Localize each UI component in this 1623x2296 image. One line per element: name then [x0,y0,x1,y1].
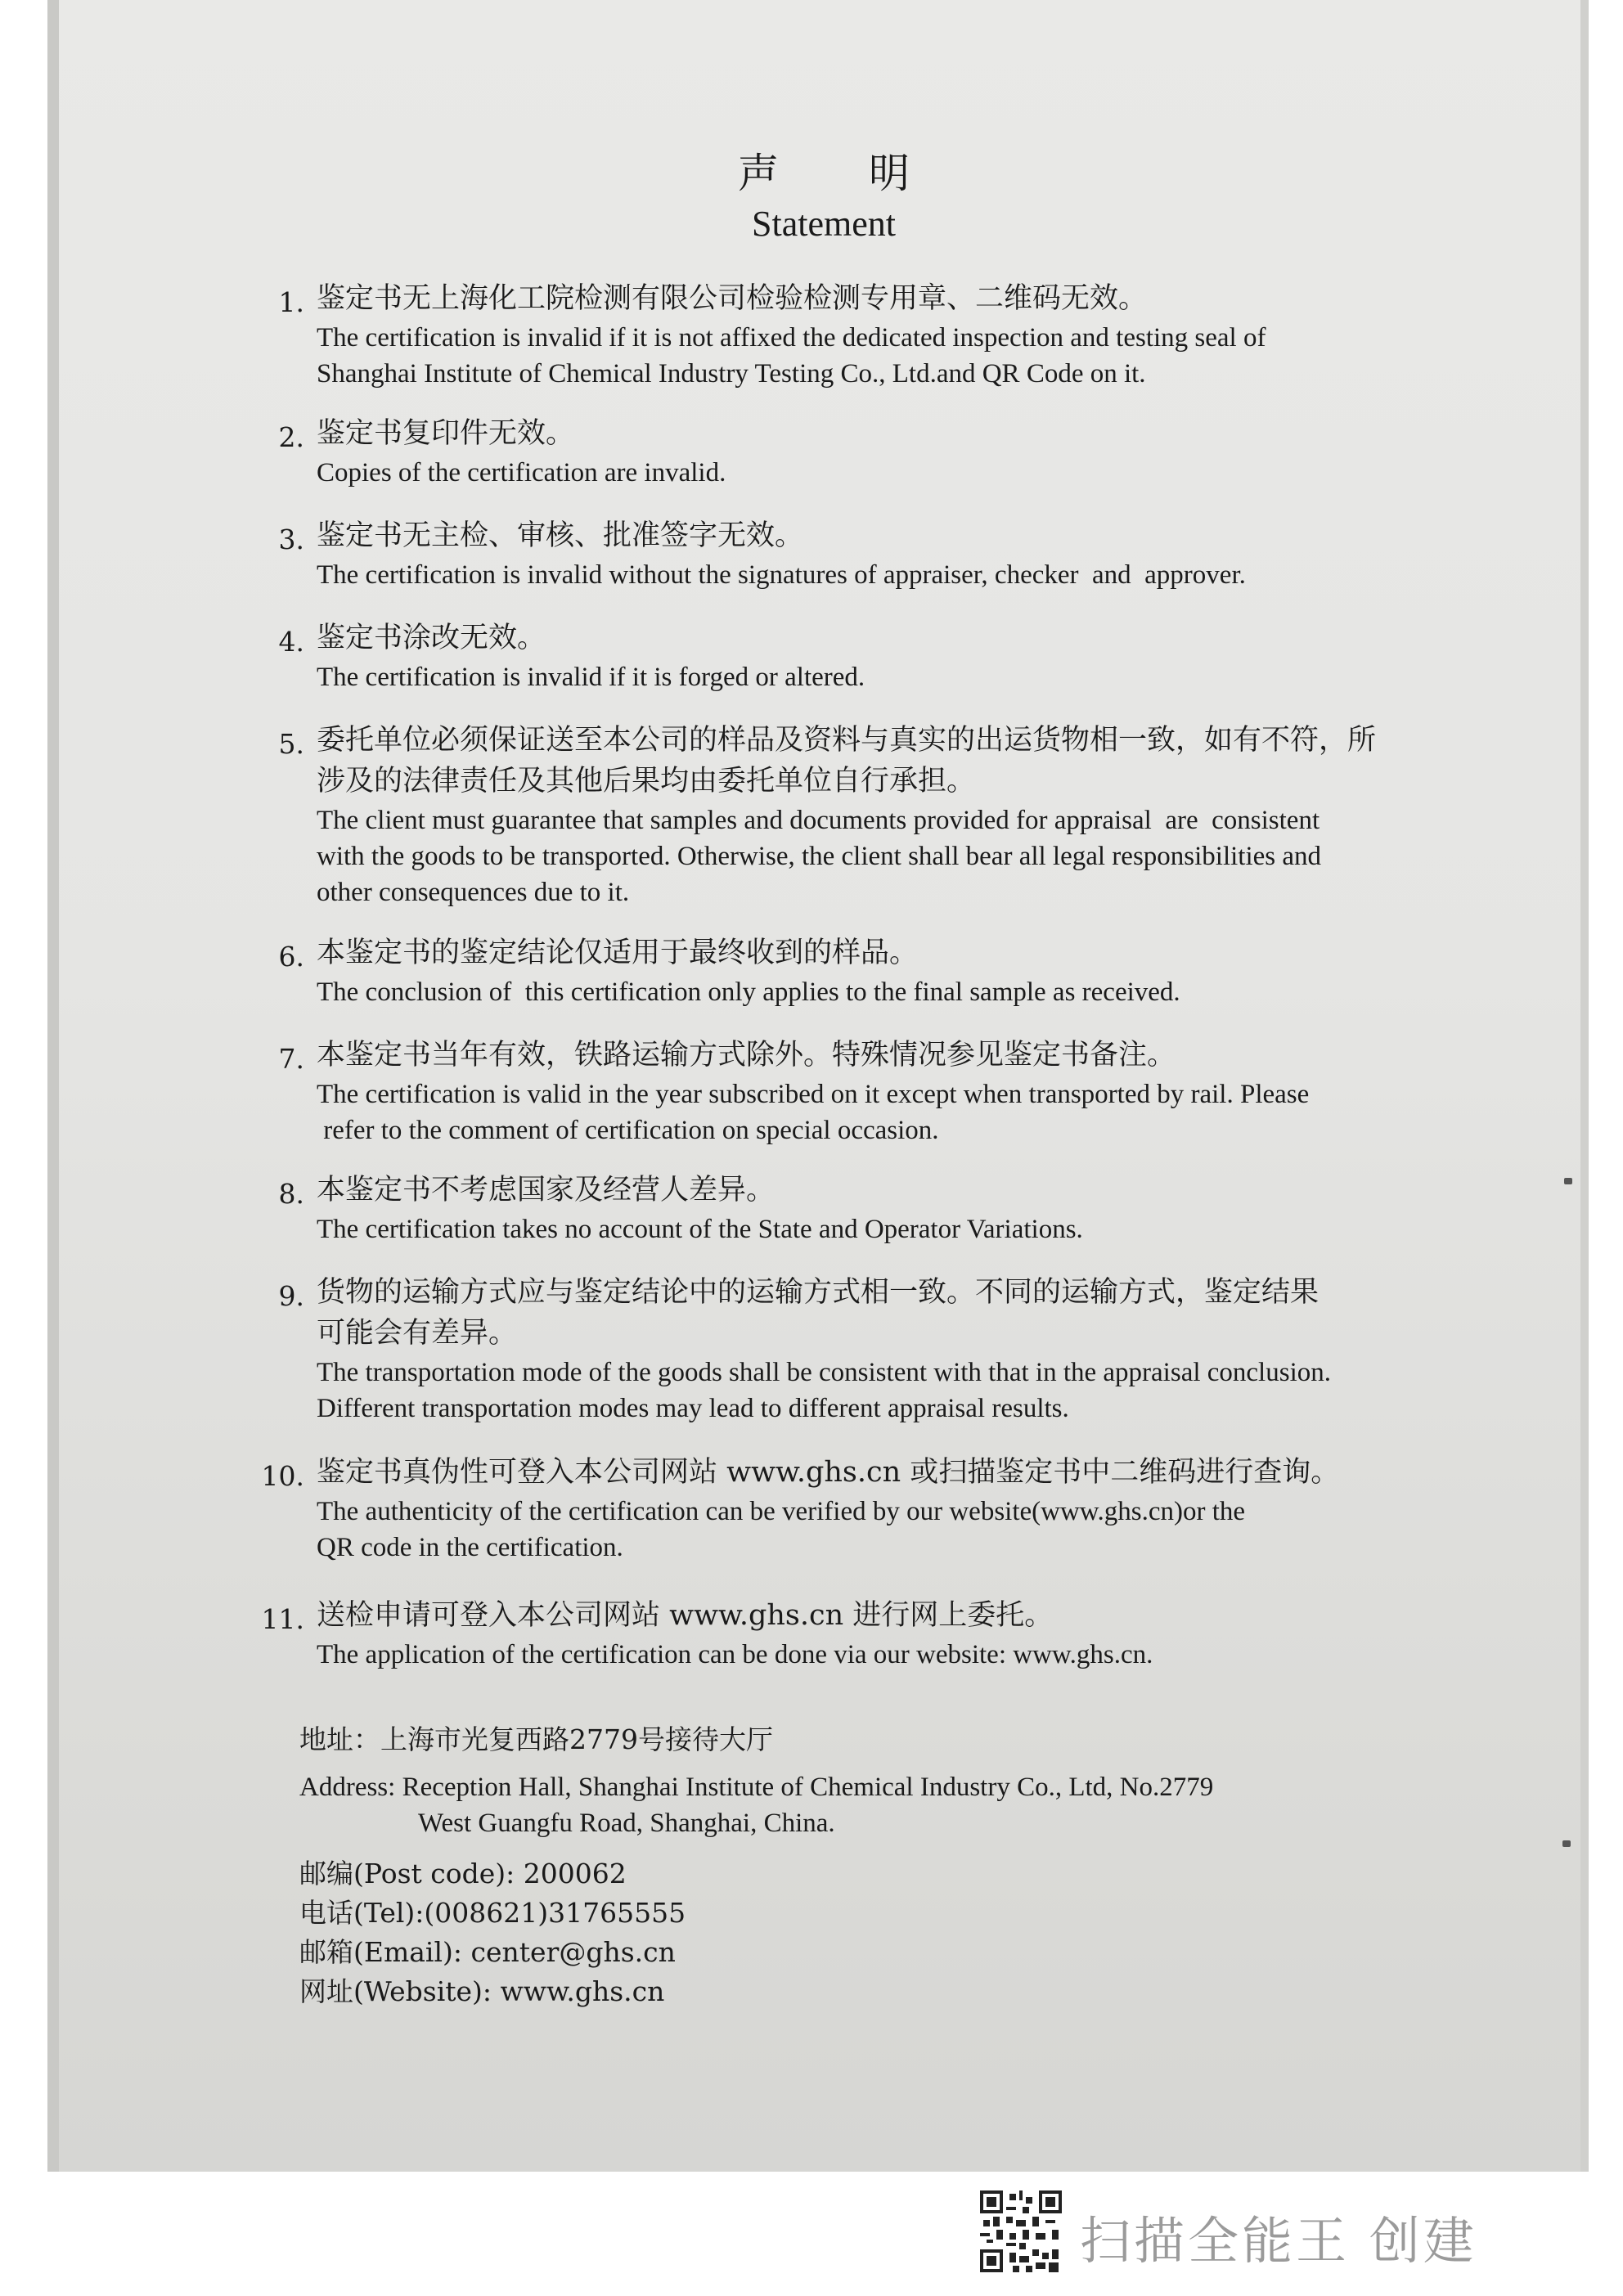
item-text-en: The authenticity of the certification can be verified by our website(www.ghs.cn)or the [317,1497,1246,1526]
item-body [317,1035,1544,1148]
item-text-en: refer to the comment of certification on special occasion. [317,1116,939,1145]
item-text-cn: 货物的运输方式应与鉴定结论中的运输方式相一致。不同的运输方式，鉴定结果 [317,1276,1320,1309]
item-text-en: QR code in the certification. [317,1533,623,1562]
item-text-en: The certification is invalid if it is not affixed the dedicated inspection and testing seal of [317,323,1266,353]
website: 网址(Website): www.ghs.cn [299,1975,665,2007]
item-number: 6. [278,941,304,973]
item-text-en: with the goods to be transported. Otherwise, the client shall bear all legal responsibilities and [317,842,1322,871]
item-text-en: The certification is invalid without the signatures of appraiser, checker and approver. [317,560,1246,590]
item-body [317,932,1544,1009]
item-number: 7. [278,1043,304,1075]
item-text-cn: 本鉴定书当年有效，铁路运输方式除外。特殊情况参见鉴定书备注。 [317,1039,1176,1072]
item-number: 8. [278,1178,304,1210]
item-number: 1. [278,286,304,318]
item-text-en: The certification is valid in the year subscribed on it except when transported by rail. Please [317,1080,1310,1109]
item-number: 9. [278,1280,304,1312]
item-text-cn: 送检申请可登入本公司网站 www.ghs.cn 进行网上委托。 [317,1599,1054,1632]
page-title-en: Statement [752,204,896,244]
item-text-en: The certification takes no account of the State and Operator Variations. [317,1215,1083,1244]
item-body [317,720,1544,910]
item-body [317,278,1544,391]
item-text-en: The application of the certification can be done via our website: www.ghs.cn. [317,1640,1153,1669]
item-text-cn: 本鉴定书不考虑国家及经营人差异。 [317,1174,776,1206]
item-body [317,1452,1544,1565]
item-text-en: The conclusion of this certification only applies to the final sample as received. [317,977,1180,1007]
item-text-en: The client must guarantee that samples and documents provided for appraisal are consistent [317,806,1320,835]
email: 邮箱(Email): center@ghs.cn [299,1936,676,1968]
item-number: 5. [278,728,304,760]
item-text-en: other consequences due to it. [317,878,630,907]
telephone: 电话(Tel):(008621)31765555 [299,1897,686,1929]
contact-block [299,1722,1526,2010]
item-body [317,1272,1544,1426]
item-number: 11. [261,1603,304,1635]
item-text-en: The transportation mode of the goods shall be consistent with that in the appraisal conclusion. [317,1358,1331,1387]
item-body [317,1595,1544,1672]
item-body [317,515,1544,592]
item-number: 10. [261,1460,304,1492]
item-text-cn: 鉴定书复印件无效。 [317,417,575,450]
postcode: 邮编(Post code): 200062 [299,1858,627,1889]
item-text-en: The certification is invalid if it is forged or altered. [317,663,865,692]
item-number: 2. [278,421,304,453]
item-number: 4. [278,626,304,658]
item-text-cn: 委托单位必须保证送至本公司的样品及资料与真实的出运货物相一致，如有不符，所 [317,724,1377,757]
scanned-page [47,0,1589,2172]
page-title-cn: 声明 [738,150,1000,197]
item-text-en: Shanghai Institute of Chemical Industry Testing Co., Ltd.and QR Code on it. [317,359,1146,389]
item-text-cn: 鉴定书涂改无效。 [317,622,546,654]
item-text-cn: 鉴定书无上海化工院检测有限公司检验检测专用章、二维码无效。 [317,282,1148,315]
item-text-cn: 本鉴定书的鉴定结论仅适用于最终收到的样品。 [317,937,919,969]
scan-mark [1562,1840,1571,1847]
item-body [317,413,1544,490]
item-number: 3. [278,523,304,555]
qr-code-icon [980,2190,1062,2272]
scanner-watermark: 扫描全能王 创建 [1080,2211,1477,2271]
item-body [317,618,1544,694]
address-en-line2: West Guangfu Road, Shanghai, China. [418,1808,835,1838]
item-text-cn: 涉及的法律责任及其他后果均由委托单位自行承担。 [317,765,976,798]
item-body [317,1170,1544,1247]
scan-mark [1564,1178,1572,1184]
item-text-cn: 鉴定书无主检、审核、批准签字无效。 [317,519,804,552]
item-text-en: Copies of the certification are invalid. [317,458,726,488]
item-text-cn: 可能会有差异。 [317,1317,518,1350]
item-text-cn: 鉴定书真伪性可登入本公司网站 www.ghs.cn 或扫描鉴定书中二维码进行查询。 [317,1456,1340,1489]
address-cn: 地址：上海市光复西路2779号接待大厅 [299,1723,773,1755]
address-en-line1: Address: Reception Hall, Shanghai Institute of Chemical Industry Co., Ltd, No.2779 [299,1773,1214,1802]
item-text-en: Different transportation modes may lead to different appraisal results. [317,1394,1069,1423]
